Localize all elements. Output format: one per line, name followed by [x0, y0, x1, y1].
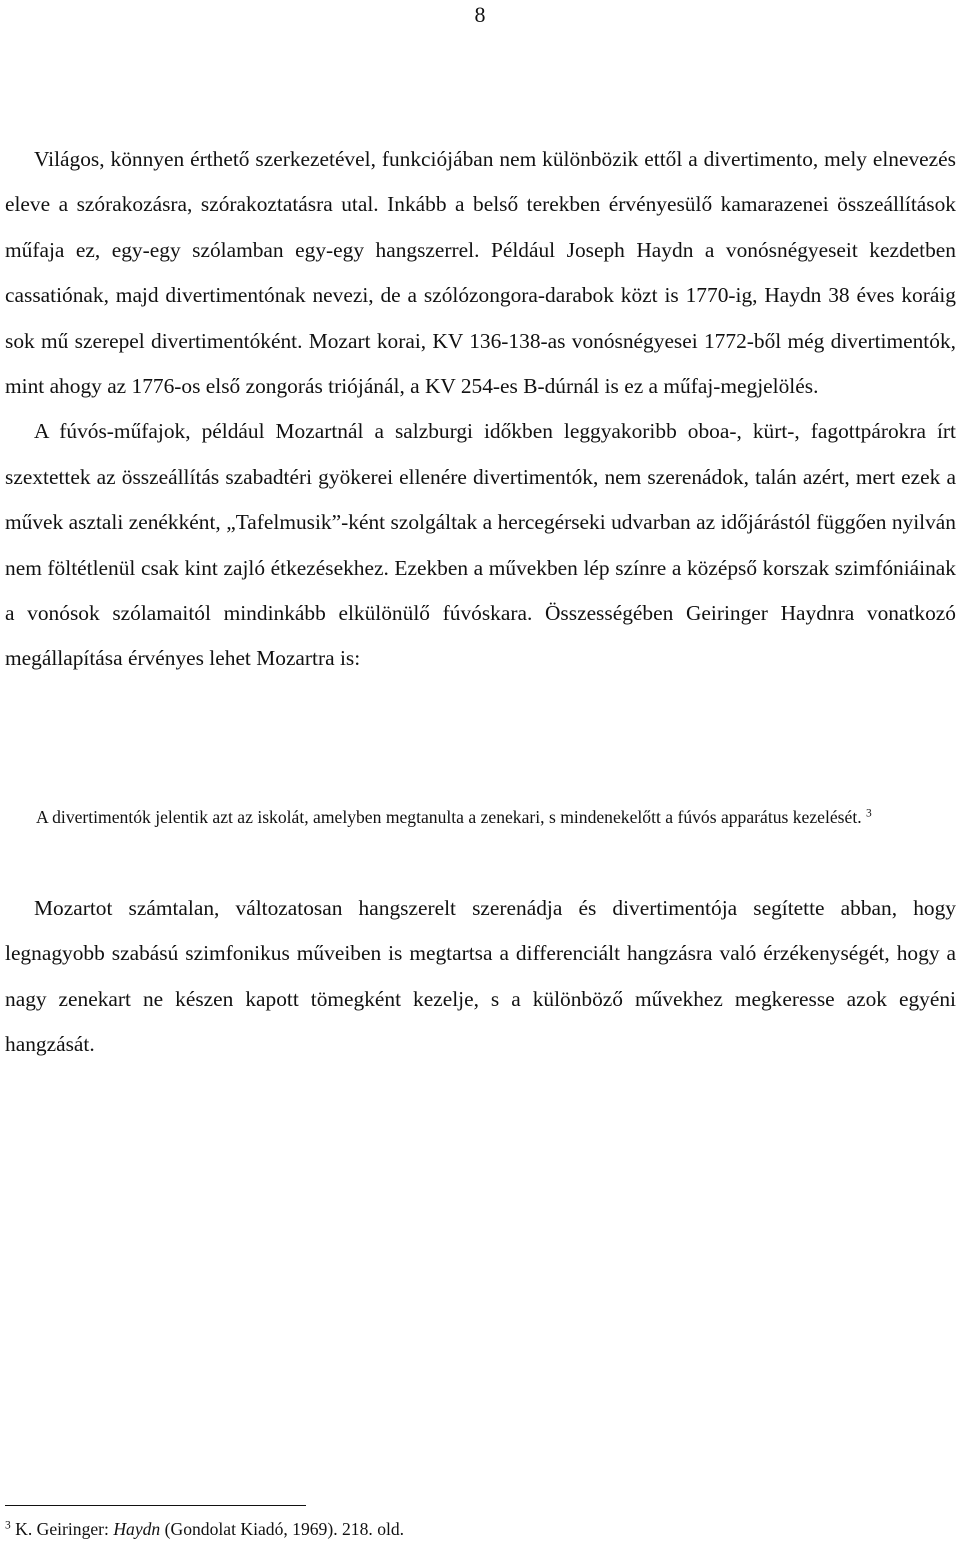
body-text-upper — [5, 137, 956, 682]
footnote-marker: 3 — [5, 1519, 11, 1532]
footnote-separator — [5, 1505, 306, 1506]
footnote — [5, 1517, 905, 1541]
page-number: 8 — [474, 2, 486, 27]
footnote-suffix: (Gondolat Kiadó, 1969). 218. old. — [160, 1519, 405, 1539]
block-quote — [36, 803, 924, 831]
footnote-book-title: Haydn — [113, 1519, 161, 1539]
paragraph-wind-genres: A fúvós-műfajok, például Mozartnál a salzburgi időkben leggyakoribb oboa-, kürt-, fagottpárokra írt szextettek az összeállítás szabadtéri gyökerei ellenére divertimentók, nem szerenádok, talán azért, mert ezek a művek asztali zenékként, „Tafelmusik”-ként szolgáltak a hercegérseki udvarban az időjárástól függően nyilván nem föltétlenül csak kint zajló étkezésekhez. Ezekben a művekben lép színre a középső korszak szimfóniáinak a vonósok szólamaitól mindinkább elkülönülő fúvóskara. Összességében Geiringer Haydnra vonatkozó megállapítása érvényes lehet Mozartra is: — [5, 419, 956, 671]
body-text-lower — [5, 886, 956, 1068]
footnote-prefix: K. Geiringer: — [10, 1519, 114, 1539]
quote-text: A divertimentók jelentik azt az iskolát, amelyben megtanulta a zenekari, s mindenekelőtt a fúvós apparátus kezelését. — [36, 807, 862, 827]
footnote-reference[interactable]: 3 — [866, 807, 872, 820]
paragraph-divertimento-definition: Világos, könnyen érthető szerkezetével, funkciójában nem különbözik ettől a divertimento, mely elnevezés eleve a szórakozásra, szórakoztatásra utal. Inkább a belső terekben érvényesülő kamarazenei összeállítások műfaja ez, egy-egy szólamban egy-egy hangszerrel. Például Joseph Haydn a vonósnégyeseit kezdetben cassatiónak, majd divertimentónak nevezi, de a szólózongora-darabok közt is 1770-ig, Haydn 38 éves koráig sok mű szerepel divertimentóként. Mozart korai, KV 136-138-as vonósnégyesei 1772-ből még divertimentók, mint ahogy az 1776-os első zongorás triójánál, a KV 254-es B-dúrnál is ez a műfaj-megjelölés. — [5, 147, 956, 399]
paragraph-serenades: Mozartot számtalan, változatosan hangszerelt szerenádja és divertimentója segítette abban, hogy legnagyobb szabású szimfonikus műveiben is megtartsa a differenciált hangzásra való érzékenységét, hogy a nagy zenekart ne készen kapott tömegként kezelje, s a különböző művekhez megkeresse azok egyéni hangzását. — [5, 896, 956, 1057]
